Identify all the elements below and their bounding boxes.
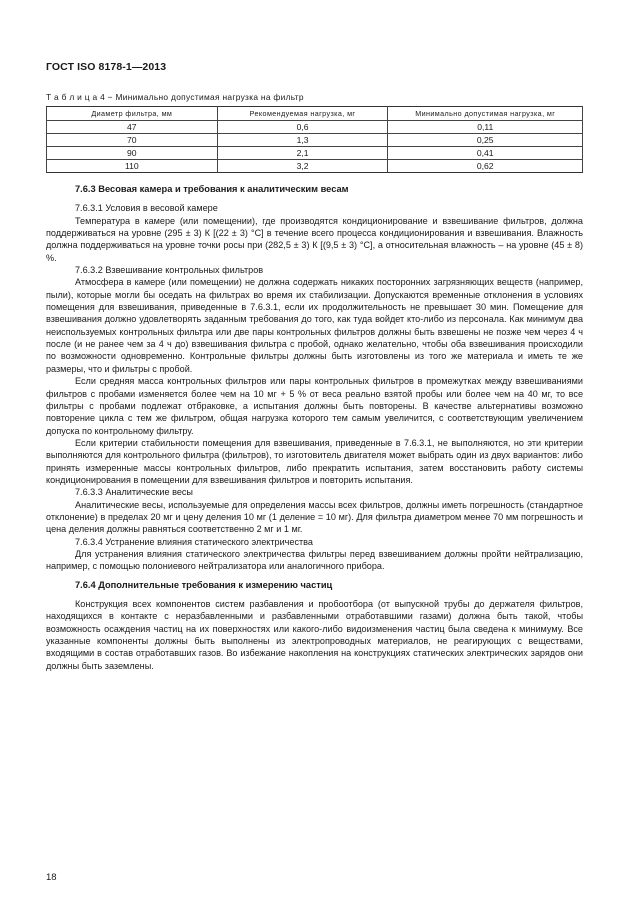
body-text — [46, 183, 583, 672]
filter-load-table — [46, 106, 583, 173]
table-cell: 0,41 — [388, 147, 583, 160]
table-cell: 3,2 — [217, 160, 388, 173]
paragraph: Если средняя масса контрольных фильтров или пары контрольных фильтров в промежутках между взвешиваниями фильтров с пробами изменяется более чем на 10 мг + 5 % от веса реально взятой пробы или более чем на 40 мг, то все фильтры с пробами подлежат отбраковке, а испытания должны быть повторены. В качестве альтернативы возможно повторение цикла с тем же фильтром, общая нагрузка которого тем самым увеличится, с соответствующим увеличением допуска по контрольному фильтру. — [46, 376, 583, 436]
paragraph: Если критерии стабильности помещения для взвешивания, приведенные в 7.6.3.1, не выполняются, но эти критерии выполняются для контрольного фильтра (фильтров), то изготовитель двигателя может выбрать один из двух вариантов: либо принять измеренные массы контрольных фильтров, либо прекратить испытания, затем восстановить работу системы кондиционирования в помещении для взвешивания фильтров и повторить испытания. — [46, 437, 583, 485]
table-caption: Т а б л и ц а 4 − Минимально допустимая нагрузка на фильтр — [46, 92, 304, 102]
table-cell: 70 — [47, 134, 218, 147]
paragraph: Атмосфера в камере (или помещении) не должна содержать никаких посторонних загрязняющих веществ (например, пыли), которые могли бы оседать на фильтрах во время их стабилизации. Допускаются временные отклонения в условиях помещения для взвешивания, приведенные в 7.6.3.1, если их продолжительность не превышает 30 мин. Помещение для взвешивания должно удовлетворять заданным требования до того, как туда войдет кто-либо из персонала. Как минимум два неиспользуемых контрольных фильтра или две пары контрольных фильтров должны быть взвешены не позже чем через 4 ч после (и не ранее чем за 4 ч до) взвешивания фильтра с пробой, однако желательно, чтобы оба взвешивания происходили по возможности одновременно. Контрольные фильтры должны быть изготовлены из того же материала и иметь те же размеры, что и фильтры с пробой. — [46, 277, 583, 374]
table-cell: 110 — [47, 160, 218, 173]
subsection-title: 7.6.3.1 Условия в весовой камере — [75, 203, 218, 214]
table-row — [47, 121, 583, 134]
document-header: ГОСТ ISO 8178-1—2013 — [46, 61, 167, 73]
table-cell: 90 — [47, 147, 218, 160]
column-header: Рекомендуемая нагрузка, мг — [217, 107, 388, 121]
table-row — [47, 147, 583, 160]
column-header: Диаметр фильтра, мм — [47, 107, 218, 121]
table-cell: 0,6 — [217, 121, 388, 134]
table-cell: 0,25 — [388, 134, 583, 147]
table-header-row — [47, 107, 583, 121]
table-cell: 47 — [47, 121, 218, 134]
table-cell: 0,62 — [388, 160, 583, 173]
subsection-title: 7.6.3.3 Аналитические весы — [75, 487, 193, 498]
paragraph: Температура в камере (или помещении), где производятся кондиционирование и взвешивание фильтров, должна поддерживаться на уровне (295 ± 3) К [(22 ± 3) °С] в течение всего процесса кондиционирования и взвешивания. Влажность должна поддерживаться на уровне точки росы при (282,5 ± 3) К [(9,5 ± 3) °С], а относительная влажность – на уровне (45 ± 8) %. — [46, 215, 583, 263]
paragraph: Для устранения влияния статического электричества фильтры перед взвешиванием должны пройти нейтрализацию, например, с помощью полониевого нейтрализатора или аналогичного прибора. — [46, 548, 583, 572]
table-row — [47, 134, 583, 147]
paragraph: Конструкция всех компонентов систем разбавления и пробоотбора (от выпускной трубы до держателя фильтров, находящихся в контакте с неразбавленными и разбавленными отработавшими газами) должна быть такой, чтобы возможность осаждения частиц на их поверхностях или какого-либо видоизменения частиц была сведена к минимуму. Все указанные компоненты должны быть выполнены из электропроводных материалов, не реагирующих с веществами, входящими в состав отработавших газов. Во избежание накопления на конструкциях статических электрических зарядов они должны быть заземлены. — [46, 599, 583, 671]
column-header: Минимально допустимая нагрузка, мг — [388, 107, 583, 121]
table-row — [47, 160, 583, 173]
section-heading-7-6-3: 7.6.3 Весовая камера и требования к аналитическим весам — [75, 184, 349, 194]
table-cell: 1,3 — [217, 134, 388, 147]
paragraph: Аналитические весы, используемые для определения массы всех фильтров, должны иметь погрешность (стандартное отклонение) в пределах 20 мг и цену деления 10 мг (1 деление = 10 мг). Для фильтра диаметром менее 70 мм погрешность и цена деления должны равняться соответственно 2 мг и 1 мг. — [46, 499, 583, 535]
section-heading-7-6-4: 7.6.4 Дополнительные требования к измерению частиц — [75, 579, 333, 590]
page-number: 18 — [46, 872, 57, 883]
subsection-title: 7.6.3.2 Взвешивание контрольных фильтров — [75, 265, 264, 276]
table-cell: 0,11 — [388, 121, 583, 134]
table-cell: 2,1 — [217, 147, 388, 160]
subsection-title: 7.6.3.4 Устранение влияния статического электричества — [75, 536, 313, 547]
